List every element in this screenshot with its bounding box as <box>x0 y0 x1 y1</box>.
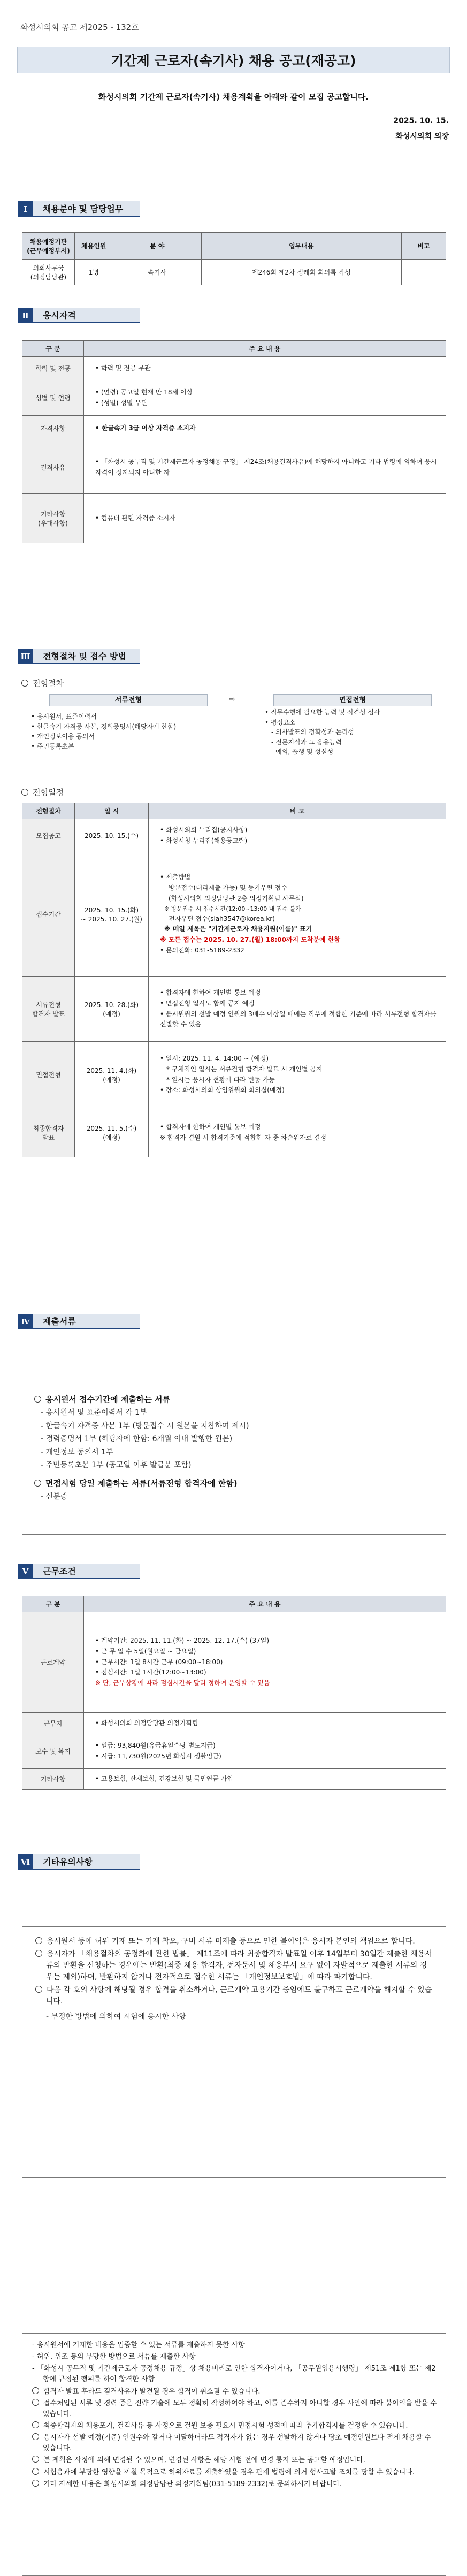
header-cell: 분 야 <box>113 233 201 260</box>
section-5-header <box>18 1564 140 1579</box>
notice-issuer: 화성시의회 의장 <box>395 132 449 141</box>
procedure-subtitle: 전형절차 <box>21 677 64 689</box>
row-label: 결격사유 <box>22 441 84 494</box>
list-item: - 예의, 품행 및 성실성 <box>271 748 334 756</box>
list-item: - 응시원서 및 표준이력서 각 1부 <box>41 1408 147 1417</box>
section-number: Ⅱ <box>18 308 33 323</box>
documents-heading: 면접시험 당일 제출하는 서류(서류전형 합격자에 한함) <box>34 1477 434 1489</box>
list-item: 접수처입된 서류 및 경력 증은 전략 기술에 모두 정확히 작성하여야 하고, 이를 준수하지 아니할 경우 사안에 따라 불이익을 받을 수 있습니다. <box>31 2398 437 2420</box>
list-item: • 화성시청 누리집(채용공고란) <box>160 836 442 847</box>
row-content <box>84 1612 446 1713</box>
circle-icon <box>32 2421 39 2428</box>
row-content <box>84 441 446 494</box>
table-cell: 1명 <box>74 260 113 285</box>
list-item: • 화성시의회 의정담당관 의정기획팀 <box>95 1718 442 1729</box>
circle-icon <box>34 1480 41 1487</box>
row-label: 보수 및 복지 <box>22 1734 84 1769</box>
section-title: 응시자격 <box>33 308 140 323</box>
list-item: - 부정한 방법에 의하여 시험에 응시한 사항 <box>46 2013 186 2022</box>
row-label: 근무지 <box>22 1713 84 1734</box>
section-1-header <box>18 201 140 217</box>
header-cell: 구 분 <box>22 1596 84 1612</box>
list-item: - 전자우편 접수(siah3547@korea.kr) <box>164 914 275 923</box>
list-item: - 주민등록초본 1부 (공고일 이후 발급분 포함) <box>41 1461 192 1469</box>
row-content <box>84 1769 446 1790</box>
notes-cell <box>149 977 446 1042</box>
circle-icon <box>32 2456 39 2463</box>
list-item: • 한글속기 3급 이상 자격증 소지자 <box>95 423 442 434</box>
list-item: • 주민등록초본 <box>31 742 176 752</box>
section-title: 제출서류 <box>33 1314 140 1329</box>
list-item: • 고용보험, 산재보험, 건강보험 및 국민연금 가입 <box>95 1774 442 1785</box>
table-cell: 속기사 <box>113 260 201 285</box>
notice-title: 기간제 근로자(속기사) 채용 공고(재공고) <box>17 47 450 73</box>
list-item: ※ 메일 제목은 "기간제근로자 채용지원(이름)" 표기 <box>164 925 312 933</box>
step-cell: 접수기간 <box>22 852 75 977</box>
date-cell: 2025. 11. 5.(수) (예정) <box>75 1108 149 1157</box>
table-cell: 제246회 제2차 정례회 회의록 작성 <box>201 260 401 285</box>
table-cell: 의회사무국 (의정담당관) <box>22 260 75 285</box>
list-item: • 제출방법 <box>160 872 442 883</box>
list-item: 응시자가 선발 예정(기준) 인원수와 같거나 미달하더라도 적격자가 없는 경우 선발하지 않거나 당초 예정인원보다 적게 채용할 수 있습니다. <box>31 2433 437 2454</box>
step-cell: 모집공고 <box>22 819 75 852</box>
notice-intro: 화성시의회 기간제 근로자(속기사) 채용계획을 아래와 같이 모집 공고합니다. <box>98 92 369 102</box>
list-item: • 개인정보이용 동의서 <box>31 731 176 742</box>
header-cell: 비 고 <box>149 803 446 819</box>
list-item: 본 계획은 사정에 의해 변경될 수 있으며, 변경된 사항은 해당 시험 전에 변경 통지 또는 공고할 예정입니다. <box>31 2455 437 2466</box>
header-cell: 주 요 내 용 <box>84 341 446 357</box>
doc-screen-list <box>31 712 176 751</box>
list-item: • 문의전화: 031-5189-2332 <box>160 946 442 956</box>
section-number: Ⅵ <box>18 1854 33 1870</box>
row-label: 학력 및 전공 <box>22 357 84 380</box>
notice-date: 2025. 10. 15. <box>393 117 449 125</box>
section-3-header <box>18 649 140 664</box>
section-title: 근무조건 <box>33 1564 140 1579</box>
row-content <box>84 1713 446 1734</box>
header-cell: 구 분 <box>22 341 84 357</box>
list-item: 응시자가 「채용절차의 공정화에 관한 법률」 제11조에 따라 최종합격자 발표일 이후 14일부터 30일간 제출한 채용서류의 반환을 신청하는 경우에는 반환(최종 채용 합격자, 전자문서 및 채용부서 요구 없이 자발적으로 제출한 서류의 경우는 제외)하며, 반환하지 않거나 전자적으로 접수한 서류는 「개인정보보호법」에 따라 파기합니다. <box>34 1949 434 1984</box>
list-item: • 근 무 일 수 5일(월요일 ~ 금요일) <box>95 1647 442 1657</box>
list-item: • 「화성시 공무직 및 기간제근로자 공정채용 규정」 제24조(채용결격사유)에 해당하지 아니하고 기타 법령에 의하여 응시자격이 정지되지 아니한 자 <box>95 457 442 478</box>
header-cell: 채용인원 <box>74 233 113 260</box>
list-item: • 장소: 화성시의회 상임위원회 회의실(예정) <box>160 1085 442 1096</box>
list-item: * 구체적인 일시는 서류전형 합격자 발표 시 개인별 공지 <box>166 1065 323 1073</box>
section-4-header <box>18 1314 140 1329</box>
circle-icon <box>35 1986 42 1993</box>
list-item: - 「화성시 공무직 및 기간제근로자 공정채용 규정」상 채용비리로 인한 합격자이거나, 「공무원임용시행령」 제51조 제1항 또는 제2항에 규정된 행위를 하여 합격한 사항 <box>32 2365 436 2384</box>
section-6-header <box>18 1854 140 1870</box>
qualification-table <box>22 340 446 543</box>
work-conditions-table <box>22 1596 446 1790</box>
list-item: • 화성시의회 누리집(공지사항) <box>160 825 442 836</box>
notes-cell <box>149 819 446 852</box>
header-cell: 채용예정기관 (근무예정부서) <box>22 233 75 260</box>
list-item: • 시급: 11,730원(2025년 화성시 생활임금) <box>95 1751 442 1762</box>
list-item: 응시원서 등에 허위 기재 또는 기재 착오, 구비 서류 미제출 등으로 인한 불이익은 응시자 본인의 책임으로 합니다. <box>34 1936 434 1948</box>
interview-list <box>265 707 380 757</box>
list-item: • (성별) 성별 무관 <box>95 398 442 409</box>
doc-screen-box: 서류전형 <box>49 694 208 706</box>
row-content <box>84 1734 446 1769</box>
list-item: - 방문접수(대리제출 가능) 및 등기우편 접수 <box>164 883 287 891</box>
row-content <box>84 380 446 416</box>
arrow-right-icon: ⇨ <box>229 695 235 704</box>
notes-cell <box>149 1108 446 1157</box>
list-item: • 평정요소 <box>265 718 380 728</box>
circle-icon <box>32 2468 39 2475</box>
list-item: * 일시는 응시자 현황에 따라 변동 가능 <box>166 1076 275 1084</box>
step-cell: 최종합격자 발표 <box>22 1108 75 1157</box>
row-content <box>84 357 446 380</box>
list-item: • (연령) 공고일 현재 만 18세 이상 <box>95 387 442 398</box>
list-item: • 컴퓨터 관련 자격증 소지자 <box>95 513 442 524</box>
list-item: (화성시의회 의정담당관 2층 의정기획팀 사무실) <box>169 894 304 902</box>
date-cell: 2025. 10. 15.(수) <box>75 819 149 852</box>
notes-box-1 <box>22 1926 446 2178</box>
circle-icon <box>32 2399 39 2406</box>
circle-icon <box>35 1937 42 1944</box>
circle-icon <box>32 2433 39 2440</box>
deadline-notice: ※ 모든 접수는 2025. 10. 27.(월) 18:00까지 도착분에 한함 <box>160 936 341 944</box>
header-cell: 업무내용 <box>201 233 401 260</box>
table-cell <box>402 260 446 285</box>
list-item: - 경력증명서 1부 (해당자에 한함: 6개월 이내 발행한 원본) <box>41 1435 233 1443</box>
date-cell: 2025. 10. 28.(화) (예정) <box>75 977 149 1042</box>
header-cell: 일 시 <box>75 803 149 819</box>
list-item: • 응시원서, 표준이력서 <box>31 712 176 722</box>
section-2-header <box>18 308 140 323</box>
section-number: Ⅳ <box>18 1314 33 1329</box>
header-cell: 주 요 내 용 <box>84 1596 446 1612</box>
row-label: 근로계약 <box>22 1612 84 1713</box>
section-title: 전형절차 및 접수 방법 <box>33 649 140 664</box>
row-label: 자격사항 <box>22 416 84 441</box>
list-item: ※ 합격자 결원 시 합격기준에 적합한 자 중 차순위자로 결정 <box>160 1133 327 1141</box>
list-item: 시험응과에 부당한 영향을 끼칠 목적으로 허위자료를 제출하였을 경우 관계 법령에 의거 형사고발 조치를 당할 수 있습니다. <box>31 2467 437 2478</box>
recruit-table <box>22 232 446 285</box>
list-item: • 일급: 93,840원(유급휴일수당 별도지급) <box>95 1741 442 1751</box>
list-item: • 일시: 2025. 11. 4. 14:00 ~ (예정) <box>160 1054 442 1064</box>
list-item: 다음 각 호의 사항에 해당될 경우 합격을 취소하거나, 근로계약 고용기간 중임에도 불구하고 근로계약을 해지할 수 있습니다. <box>34 1985 434 2008</box>
list-item: • 점심시간: 1일 1시간(12:00~13:00) <box>95 1667 442 1678</box>
row-content <box>84 494 446 543</box>
circle-icon <box>21 680 28 687</box>
list-item: ※ 단, 근무상황에 따라 점심시간을 달리 정하여 운영할 수 있음 <box>95 1679 270 1687</box>
notes-cell <box>149 1042 446 1108</box>
list-item: • 합격자에 한하여 개인별 통보 예정 <box>160 1122 442 1133</box>
notes-cell <box>149 852 446 977</box>
list-item: 합격자 발표 후라도 결격사유가 발견될 경우 합격이 취소될 수 있습니다. <box>31 2387 437 2397</box>
list-item: - 개인정보 동의서 1부 <box>41 1447 113 1457</box>
section-number: Ⅰ <box>18 201 33 217</box>
list-item: - 한글속기 자격증 사본 1부 (방문접수 시 원본을 지참하여 제시) <box>41 1421 249 1430</box>
notes-box-2 <box>22 2333 446 2576</box>
list-item: • 면접전형 일시도 함께 공지 예정 <box>160 999 442 1009</box>
circle-icon <box>32 2387 39 2394</box>
list-item: 최종합격자의 채용포기, 결격사유 등 사정으로 결원 보충 필요시 면접시험 성적에 따라 추가합격자를 결정할 수 있습니다. <box>31 2421 437 2432</box>
list-item: - 응시원서에 기재한 내용을 입증할 수 있는 서류를 제출하지 못한 사항 <box>32 2341 245 2349</box>
documents-box <box>22 1384 446 1535</box>
list-item: • 한글속기 자격증 사본, 경력증명서(해당자에 한함) <box>31 722 176 732</box>
schedule-table <box>22 803 446 1157</box>
list-item: • 계약기간: 2025. 11. 11.(화) ~ 2025. 12. 17.(수) (37일) <box>95 1636 442 1647</box>
schedule-subtitle: 전형일정 <box>21 787 64 798</box>
list-item: ※ 방문접수 시 접수시간(12:00~13:00 내 접수 불가 <box>164 905 301 912</box>
section-number: Ⅴ <box>18 1564 33 1579</box>
list-item: • 직무수행에 필요한 능력 및 적격성 심사 <box>265 707 380 718</box>
step-cell: 면접전형 <box>22 1042 75 1108</box>
circle-icon <box>21 789 28 796</box>
date-cell: 2025. 11. 4.(화) (예정) <box>75 1042 149 1108</box>
step-cell: 서류전형 합격자 발표 <box>22 977 75 1042</box>
list-item: • 합격자에 한하여 개인별 통보 예정 <box>160 988 442 999</box>
documents-heading: 응시원서 접수기간에 제출하는 서류 <box>34 1393 434 1405</box>
header-cell: 비고 <box>402 233 446 260</box>
date-cell: 2025. 10. 15.(화) ~ 2025. 10. 27.(월) <box>75 852 149 977</box>
list-item: - 신분증 <box>41 1492 68 1501</box>
list-item: • 학력 및 전공 무관 <box>95 363 442 374</box>
list-item: 기타 자세한 내용은 화성시의회 의정담당관 의정기획팀(031-5189-2332)로 문의하시기 바랍니다. <box>31 2479 437 2490</box>
circle-icon <box>34 1396 41 1403</box>
list-item: • 근무시간: 1일 8시간 근무 (09:00~18:00) <box>95 1657 442 1668</box>
section-title: 기타유의사항 <box>33 1854 140 1870</box>
circle-icon <box>35 1950 42 1957</box>
list-item: - 의사발표의 정확성과 논리성 <box>271 728 354 736</box>
list-item: - 허위, 위조 등의 부당한 방법으로 서류를 제출한 사항 <box>32 2353 196 2361</box>
list-item: • 응시원원의 선발 예정 인원의 3배수 이상일 때에는 직무에 적합한 기준에 따라 서류전형 합격자를 선발할 수 있음 <box>160 1009 442 1031</box>
notice-number: 화성시의회 공고 제2025 - 132호 <box>20 22 139 32</box>
row-content <box>84 416 446 441</box>
section-title: 채용분야 및 담당업무 <box>33 201 140 217</box>
section-number: Ⅲ <box>18 649 33 664</box>
row-label: 기타사항 <box>22 1769 84 1790</box>
list-item: - 전문지식과 그 응용능력 <box>271 738 342 746</box>
header-cell: 전형절차 <box>22 803 75 819</box>
row-label: 기타사항 (우대사항) <box>22 494 84 543</box>
interview-box: 면접전형 <box>273 694 432 706</box>
row-label: 성별 및 연령 <box>22 380 84 416</box>
